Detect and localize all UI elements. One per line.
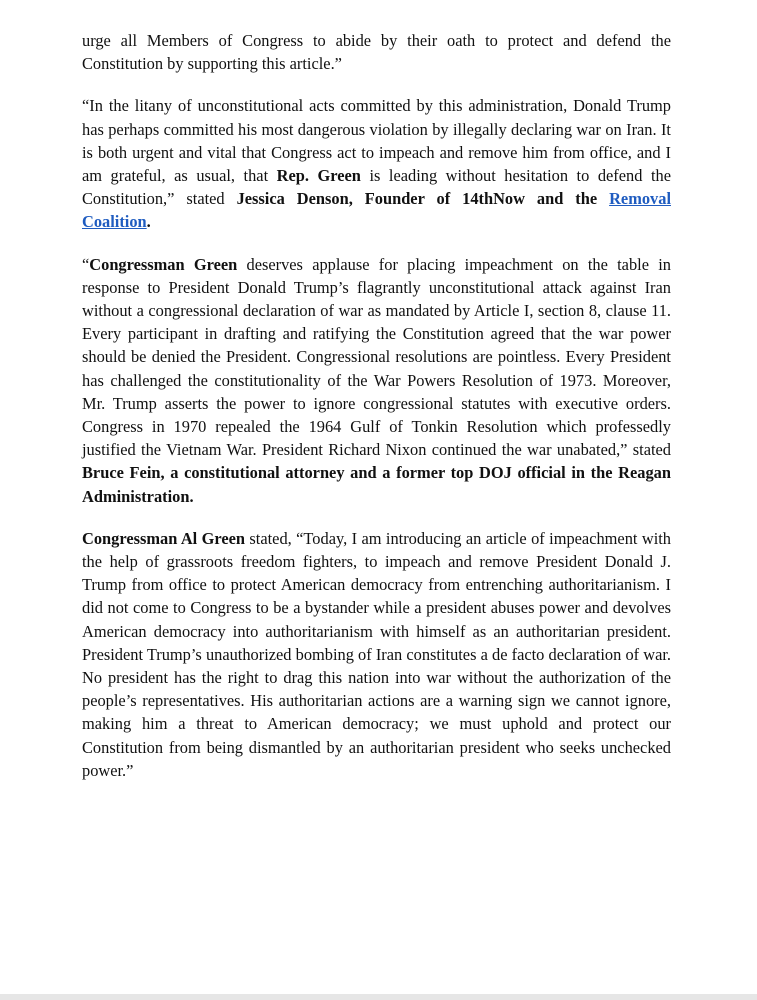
rep-green-name: Rep. Green [276,166,361,186]
congressman-al-green-name: Congressman Al Green [82,528,246,548]
speaker-name: Jessica Denson, Founder of 14thNow and the [236,189,610,209]
open-quote: “ [82,254,90,274]
speaker-attribution: Bruce Fein, a constitutional attorney and a former top DOJ official in the Reagan Administration. [82,463,671,506]
congressman-green-name: Congressman Green [89,254,238,274]
attribution-period: . [146,212,151,232]
removal-coalition-link[interactable]: Removal Coalition [82,189,671,232]
paragraph-al-green-statement [82,527,671,782]
paragraph-fein-quote [82,253,671,508]
quote-text: “In the litany of unconstitutional acts committed by this administration, Donald Trump has perhaps committed his most dangerous violation by illegally declaring war on Iran. It is both urgent and vital that Congress act to impeach and remove him from office, and I am grateful, as usual, that [82,96,671,186]
paragraph-text: urge all Members of Congress to abide by their oath to protect and defend the Constitution by supporting this article.” [82,31,671,74]
quote-text: deserves applause for placing impeachment on the table in response to President Donald Trump’s flagrantly unconstitutional attack against Iran without a congressional declaration of war as mandated by Article I, section 8, clause 11. Every participant in drafting and ratifying the Constitution agreed that the war power should be denied the President. Congressional resolutions are pointless. Every President has challenged the constitutionality of the War Powers Resolution of 1973. Moreover, Mr. Trump asserts the power to ignore congressional statutes with executive orders. Congress in 1970 repealed the 1964 Gulf of Tonkin Resolution which professedly justified the Vietnam War. President Richard Nixon continued the war unabated,” stated [82,254,671,460]
statement-text: stated, “Today, I am introducing an article of impeachment with the help of grassroots freedom fighters, to impeach and remove President Donald J. Trump from office to protect American democracy from entrenching authoritarianism. I did not come to Congress to be a bystander while a president abuses power and devolves American democracy into authoritarianism with himself as an authoritarian president. President Trump’s unauthorized bombing of Iran constitutes a de facto declaration of war. No president has the right to drag this nation into war without the authorization of the people’s representatives. His authoritarian actions are a warning sign we cannot ignore, making him a threat to American democracy; we must uphold and protect our Constitution from being dismantled by an authoritarian president who seeks unchecked power.” [82,528,671,780]
page-bottom-edge [0,994,757,1000]
quote-text: is leading without hesitation to defend the Constitution,” stated [82,166,671,209]
paragraph-denson-quote [82,94,671,233]
paragraph-closing-quote [82,29,671,75]
